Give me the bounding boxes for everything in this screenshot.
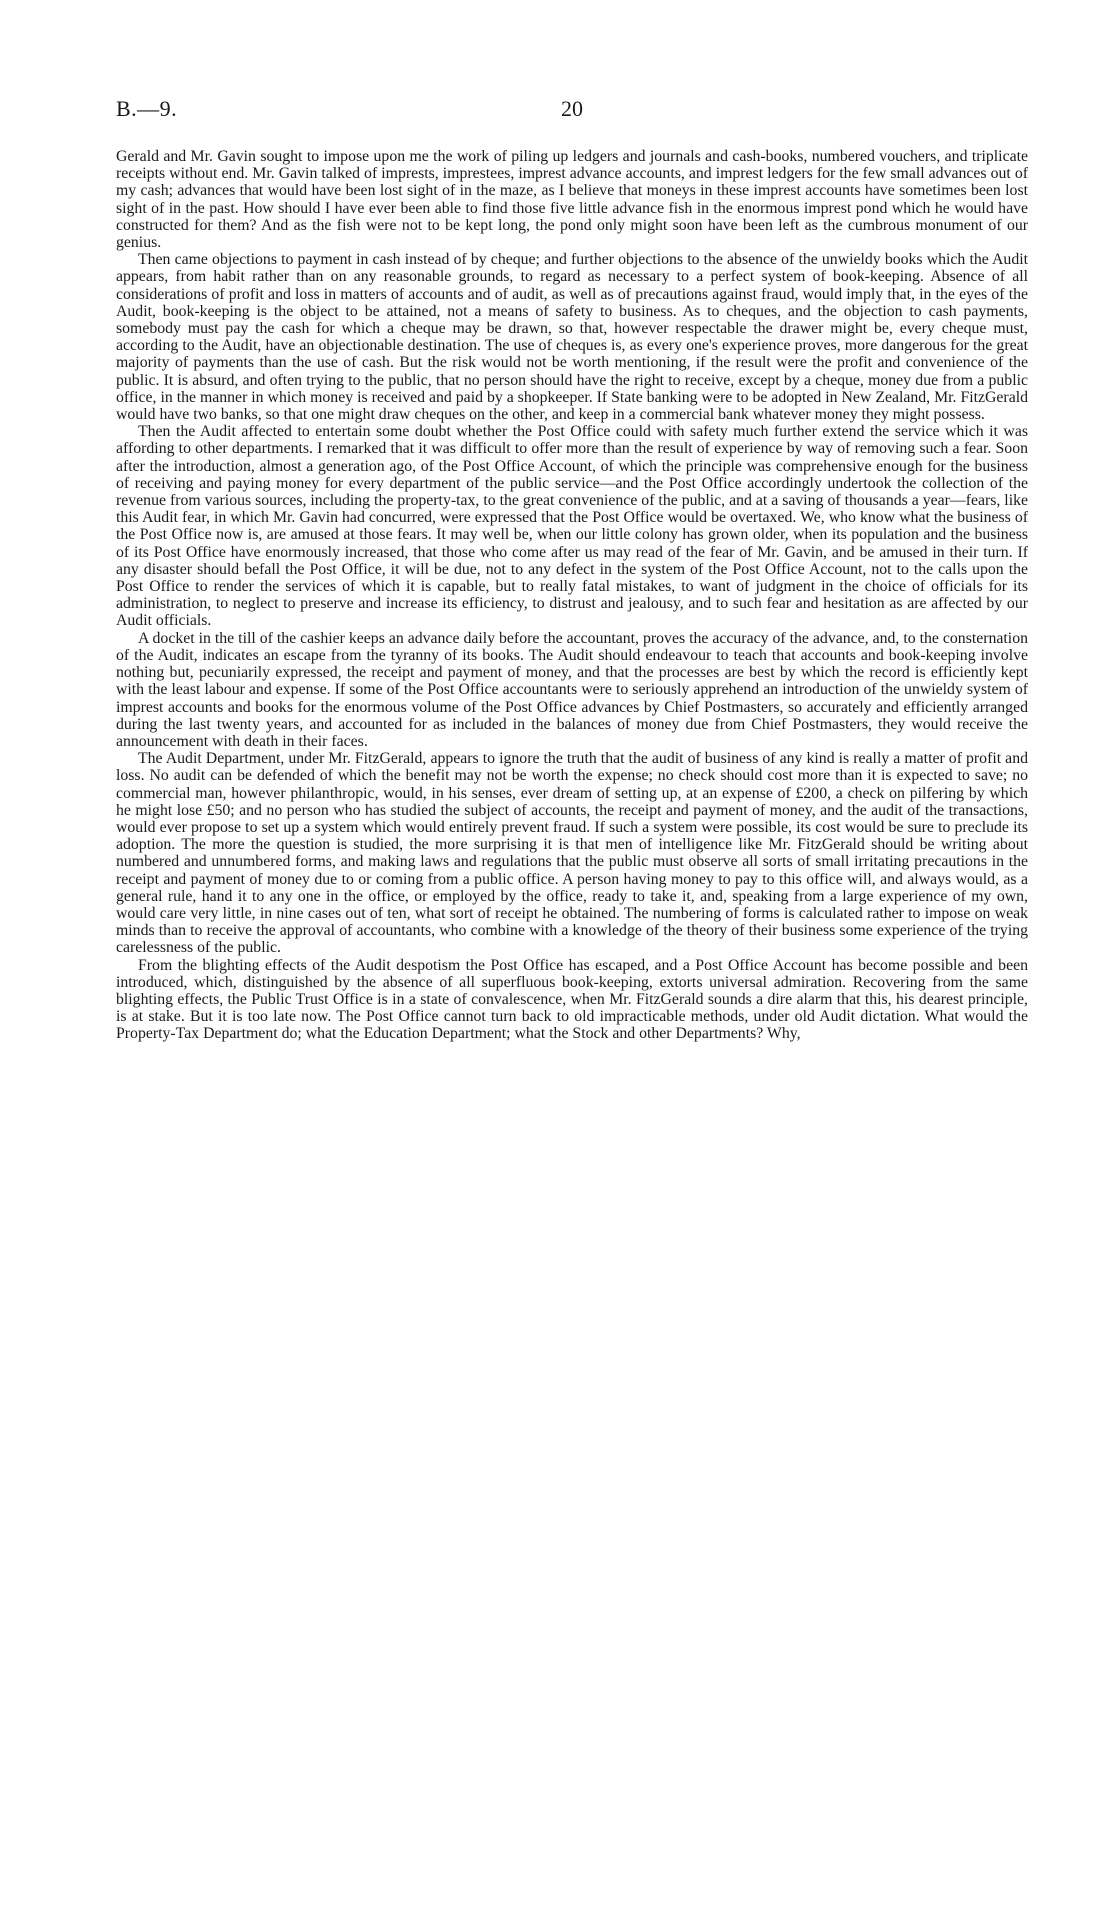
paragraph-2: Then came objections to payment in cash instead of by cheque; and further objections to the absence of the unwieldy books which the Audit appears, from habit rather than on any reasonable grounds, to regard as necessary to a perfect system of book-keeping. Absence of all considerations of profit and loss in matters of accounts and of audit, as well as of precautions against fraud, would imply that, in the eyes of the Audit, book-keeping is the object to be attained, not a means of safety to business. As to cheques, and the objection to cash payments, somebody must pay the cash for which a cheque may be drawn, so that, however respectable the drawer might be, every cheque must, according to the Audit, have an objectionable destination. The use of cheques is, as every one's experience proves, more dangerous for the great majority of payments than the use of cash. But the risk would not be worth mentioning, if the result were the profit and convenience of the public. It is absurd, and often trying to the public, that no person should have the right to receive, except by a cheque, money due from a public office, in the manner in which money is received and paid by a shopkeeper. If State banking were to be adopted in New Zealand, Mr. FitzGerald would have two banks, so that one might draw cheques on the other, and keep in a commercial bank whatever money they might possess. — [116, 251, 1028, 424]
paragraph-6: From the blighting effects of the Audit despotism the Post Office has escaped, and a Post Office Account has become possible and been introduced, which, distinguished by the absence of all superfluous book-keeping, extorts universal admiration. Recovering from the same blighting effects, the Public Trust Office is in a state of convalescence, when Mr. FitzGerald sounds a dire alarm that this, his dearest principle, is at stake. But it is too late now. The Post Office cannot turn back to old impracticable methods, under old Audit dictation. What would the Property-Tax Department do; what the Education Department; what the Stock and other Departments? Why, — [116, 956, 1028, 1043]
page-number: 20 — [561, 96, 583, 121]
paragraph-4: A docket in the till of the cashier keeps an advance daily before the accountant, proves the accuracy of the advance, and, to the consternation of the Audit, indicates an escape from the tyranny of its books. The Audit should endeavour to teach that accounts and book-keeping involve nothing but, pecuniarily expressed, the receipt and payment of money, and that the processes are best by which the record is efficiently kept with the least labour and expense. If some of the Post Office accountants were to seriously apprehend an introduction of the unwieldy system of imprest accounts and books for the enormous volume of the Post Office advances by Chief Postmasters, so accurately and efficiently arranged during the last twenty years, and accounted for as included in the balances of money due from Chief Postmasters, they would receive the announcement with death in their faces. — [116, 629, 1028, 750]
paragraph-5: The Audit Department, under Mr. FitzGerald, appears to ignore the truth that the audit of business of any kind is really a matter of profit and loss. No audit can be defended of which the benefit may not be worth the expense; no check should cost more than it is expected to save; no commercial man, however philanthropic, would, in his senses, ever dream of setting up, at an expense of £200, a check on pilfering by which he might lose £50; and no person who has studied the subject of accounts, the receipt and payment of money, and the audit of the transactions, would ever propose to set up a system which would entirely prevent fraud. If such a system were possible, its cost would be sure to preclude its adoption. The more the question is studied, the more surprising it is that men of intelligence like Mr. FitzGerald should be writing about numbered and unnumbered forms, and making laws and regulations that the public must observe all sorts of small irritating precautions in the receipt and payment of money due to or coming from a public office. A person having money to pay to this office will, and always would, as a general rule, hand it to any one in the office, or employed by the office, ready to take it, and, speaking from a large experience of my own, would care very little, in nine cases out of ten, what sort of receipt he obtained. The numbering of forms is calculated rather to impose on weak minds than to receive the approval of accountants, who combine with a knowledge of the theory of their business some experience of the trying carelessness of the public. — [116, 750, 1028, 957]
paragraph-3: Then the Audit affected to entertain some doubt whether the Post Office could with safety much further extend the service which it was affording to other departments. I remarked that it was difficult to offer more than the result of experience by way of removing such a fear. Soon after the introduction, almost a generation ago, of the Post Office Account, of which the principle was comprehensive enough for the business of receiving and paying money for every department of the public service—and the Post Office accordingly undertook the collection of the revenue from various sources, including the property-tax, to the great convenience of the public, and at a saving of thousands a year—fears, like this Audit fear, in which Mr. Gavin had concurred, were expressed that the Post Office would be overtaxed. We, who know what the business of the Post Office now is, are amused at those fears. It may well be, when our little colony has grown older, when its population and the business of its Post Office have enormously increased, that those who come after us may read of the fear of Mr. Gavin, and be amused in their turn. If any disaster should befall the Post Office, it will be due, not to any defect in the system of the Post Office Account, not to the calls upon the Post Office to render the services of which it is capable, but to really fatal mistakes, to want of judgment in the choice of officials for its administration, to neglect to preserve and increase its efficiency, to distrust and jealousy, and to such fear and hesitation as are affected by our Audit officials. — [116, 423, 1028, 630]
document-reference: B.—9. — [116, 96, 178, 121]
paragraph-1: Gerald and Mr. Gavin sought to impose upon me the work of piling up ledgers and journals and cash-books, numbered vouchers, and triplicate receipts without end. Mr. Gavin talked of imprests, imprestees, imprest advance accounts, and imprest ledgers for the few small advances out of my cash; advances that would have been lost sight of in the maze, as I believe that moneys in these imprest accounts have sometimes been lost sight of in the past. How should I have ever been able to find those five little advance fish in the enormous imprest pond which he would have constructed for them? And as the fish were not to be kept long, the pond only might soon have been left as the cumbrous monument of our genius. — [116, 148, 1028, 252]
body-text — [116, 148, 1028, 1043]
page-header — [116, 96, 1028, 126]
